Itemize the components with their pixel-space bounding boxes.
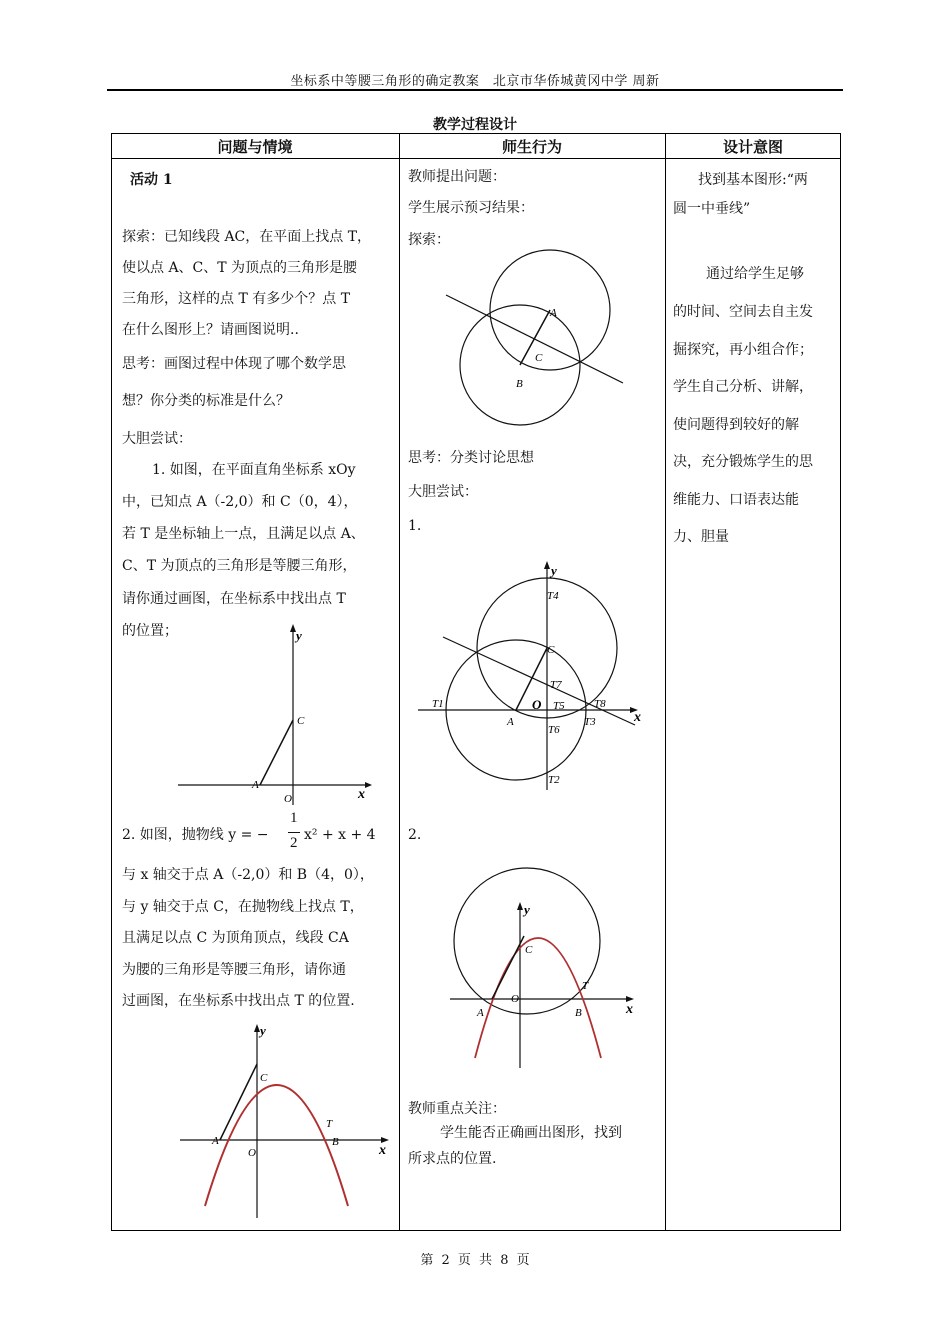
explore-line: 三角形，这样的点 T 有多少个？点 T xyxy=(122,291,351,307)
explore-line: 使以点 A、C、T 为顶点的三角形是腰 xyxy=(122,260,358,276)
number-2: 2. xyxy=(408,827,422,843)
page-header: 坐标系中等腰三角形的确定教案 北京市华侨城黄冈中学 周新 xyxy=(290,74,660,89)
label-t3: T3 xyxy=(584,716,596,728)
header-rule xyxy=(107,89,843,91)
label-a: A xyxy=(212,1135,219,1147)
segment-ca xyxy=(220,1064,257,1140)
label-t1: T1 xyxy=(432,698,444,710)
question1-line: C、T 为顶点的三角形是等腰三角形， xyxy=(122,558,357,574)
parabola-curve xyxy=(205,1085,348,1206)
question2-suffix: x² + x + 4 xyxy=(304,827,376,843)
label-a: A xyxy=(252,779,259,791)
question2-line: 与 x 轴交于点 A（-2,0）和 B（4，0）， xyxy=(122,867,374,883)
teacher-line: 探索： xyxy=(408,232,450,248)
label-x: x xyxy=(634,710,641,725)
label-t7: T7 xyxy=(550,679,562,691)
label-b: B xyxy=(516,378,523,390)
label-o: O xyxy=(532,697,542,712)
label-b: B xyxy=(332,1136,339,1148)
question1-line: 的位置； xyxy=(122,623,178,639)
label-x: x xyxy=(358,787,365,802)
column-header-behavior: 师生行为 xyxy=(501,138,562,156)
bold-try-label: 大胆尝试： xyxy=(122,431,192,447)
explore-line: 探索：已知线段 AC，在平面上找点 T， xyxy=(122,229,372,245)
y-axis-arrow xyxy=(544,561,550,569)
label-c: C xyxy=(547,644,555,656)
question2-line: 且满足以点 C 为顶角顶点，线段 CA xyxy=(122,930,349,946)
label-y: y xyxy=(296,628,302,643)
explore-line: 在什么图形上？请画图说明.. xyxy=(122,322,299,338)
label-t: T xyxy=(326,1118,333,1130)
label-c: C xyxy=(297,715,305,727)
think-line: 思考：分类讨论思想 xyxy=(408,450,534,466)
header-row-divider xyxy=(111,158,841,159)
teacher-line: 学生展示预习结果： xyxy=(408,200,534,216)
think-line: 想？你分类的标准是什么？ xyxy=(122,393,290,409)
label-t8: T8 xyxy=(594,698,606,710)
focus-title: 教师重点关注： xyxy=(408,1101,506,1117)
intent-line: 掘探究，再小组合作； xyxy=(673,342,813,358)
intent-line: 学生自己分析、讲解， xyxy=(673,379,813,395)
question1-line: 1. 如图，在平面直角坐标系 xOy xyxy=(152,462,356,478)
question1-line: 若 T 是坐标轴上一点，且满足以点 A、 xyxy=(122,526,365,542)
column-divider xyxy=(665,133,666,1231)
y-axis-arrow xyxy=(517,902,523,910)
label-y: y xyxy=(524,902,530,917)
question2-line: 与 y 轴交于点 C，在抛物线上找点 T， xyxy=(122,899,364,915)
fraction-bar xyxy=(288,832,300,833)
intent-line: 力、胆量 xyxy=(673,529,729,545)
label-c: C xyxy=(535,352,543,364)
label-x: x xyxy=(379,1143,386,1158)
label-o: O xyxy=(284,793,292,805)
label-t6: T6 xyxy=(548,724,560,736)
label-o: O xyxy=(511,993,519,1005)
intent-line: 圆一中垂线” xyxy=(673,201,751,217)
intent-line: 的时间、空间去自主发 xyxy=(673,304,813,320)
label-a: A xyxy=(477,1007,484,1019)
bold-try-label: 大胆尝试： xyxy=(408,484,478,500)
question1-figure xyxy=(170,620,390,810)
question2-figure xyxy=(175,1020,395,1220)
focus-line: 所求点的位置. xyxy=(408,1151,497,1167)
think-line: 思考：画图过程中体现了哪个数学思 xyxy=(122,356,346,372)
explore-figure xyxy=(440,250,630,440)
label-a: A xyxy=(550,307,557,319)
fraction-denominator: 2 xyxy=(290,835,298,851)
label-t: T xyxy=(582,980,589,992)
question1-solution-figure xyxy=(410,555,660,795)
label-t5: T5 xyxy=(553,700,565,712)
label-y: y xyxy=(260,1023,266,1038)
page-footer: 第 2 页 共 8 页 xyxy=(420,1253,530,1268)
column-header-intent: 设计意图 xyxy=(722,138,783,156)
intent-line: 决，充分锻炼学生的思 xyxy=(673,454,813,470)
fraction-numerator: 1 xyxy=(290,810,298,826)
intent-line: 使问题得到较好的解 xyxy=(673,417,799,433)
segment-ca xyxy=(492,936,524,999)
label-a: A xyxy=(507,716,514,728)
label-t2: T2 xyxy=(548,774,560,786)
activity-title: 活动 1 xyxy=(130,172,173,188)
intent-line: 维能力、口语表达能 xyxy=(673,492,799,508)
x-axis-arrow xyxy=(365,782,372,788)
number-1: 1. xyxy=(408,518,422,534)
question1-line: 请你通过画图，在坐标系中找出点 T xyxy=(122,591,346,607)
label-c: C xyxy=(525,944,533,956)
teacher-line: 教师提出问题： xyxy=(408,169,506,185)
question1-line: 中，已知点 A（-2,0）和 C（0，4）， xyxy=(122,494,358,510)
intent-line: 通过给学生足够 xyxy=(706,266,804,282)
question2-line: 过画图，在坐标系中找出点 T 的位置. xyxy=(122,993,355,1009)
focus-line: 学生能否正确画出图形，找到 xyxy=(440,1125,622,1141)
section-title: 教学过程设计 xyxy=(433,117,517,133)
label-t4: T4 xyxy=(547,590,559,602)
label-b: B xyxy=(575,1007,582,1019)
parabola-curve xyxy=(475,938,601,1058)
segment-ac xyxy=(260,720,293,785)
label-x: x xyxy=(626,1002,633,1017)
label-c: C xyxy=(260,1072,268,1084)
question2-line: 为腰的三角形是等腰三角形，请你通 xyxy=(122,962,346,978)
label-y: y xyxy=(551,563,557,578)
question2-solution-figure xyxy=(445,868,645,1068)
label-o: O xyxy=(248,1147,256,1159)
question2-prefix: 2. 如图，抛物线 y = − xyxy=(122,827,269,843)
column-divider xyxy=(399,133,400,1231)
intent-line: 找到基本图形:“两 xyxy=(698,172,808,188)
column-header-problem: 问题与情境 xyxy=(217,138,293,156)
